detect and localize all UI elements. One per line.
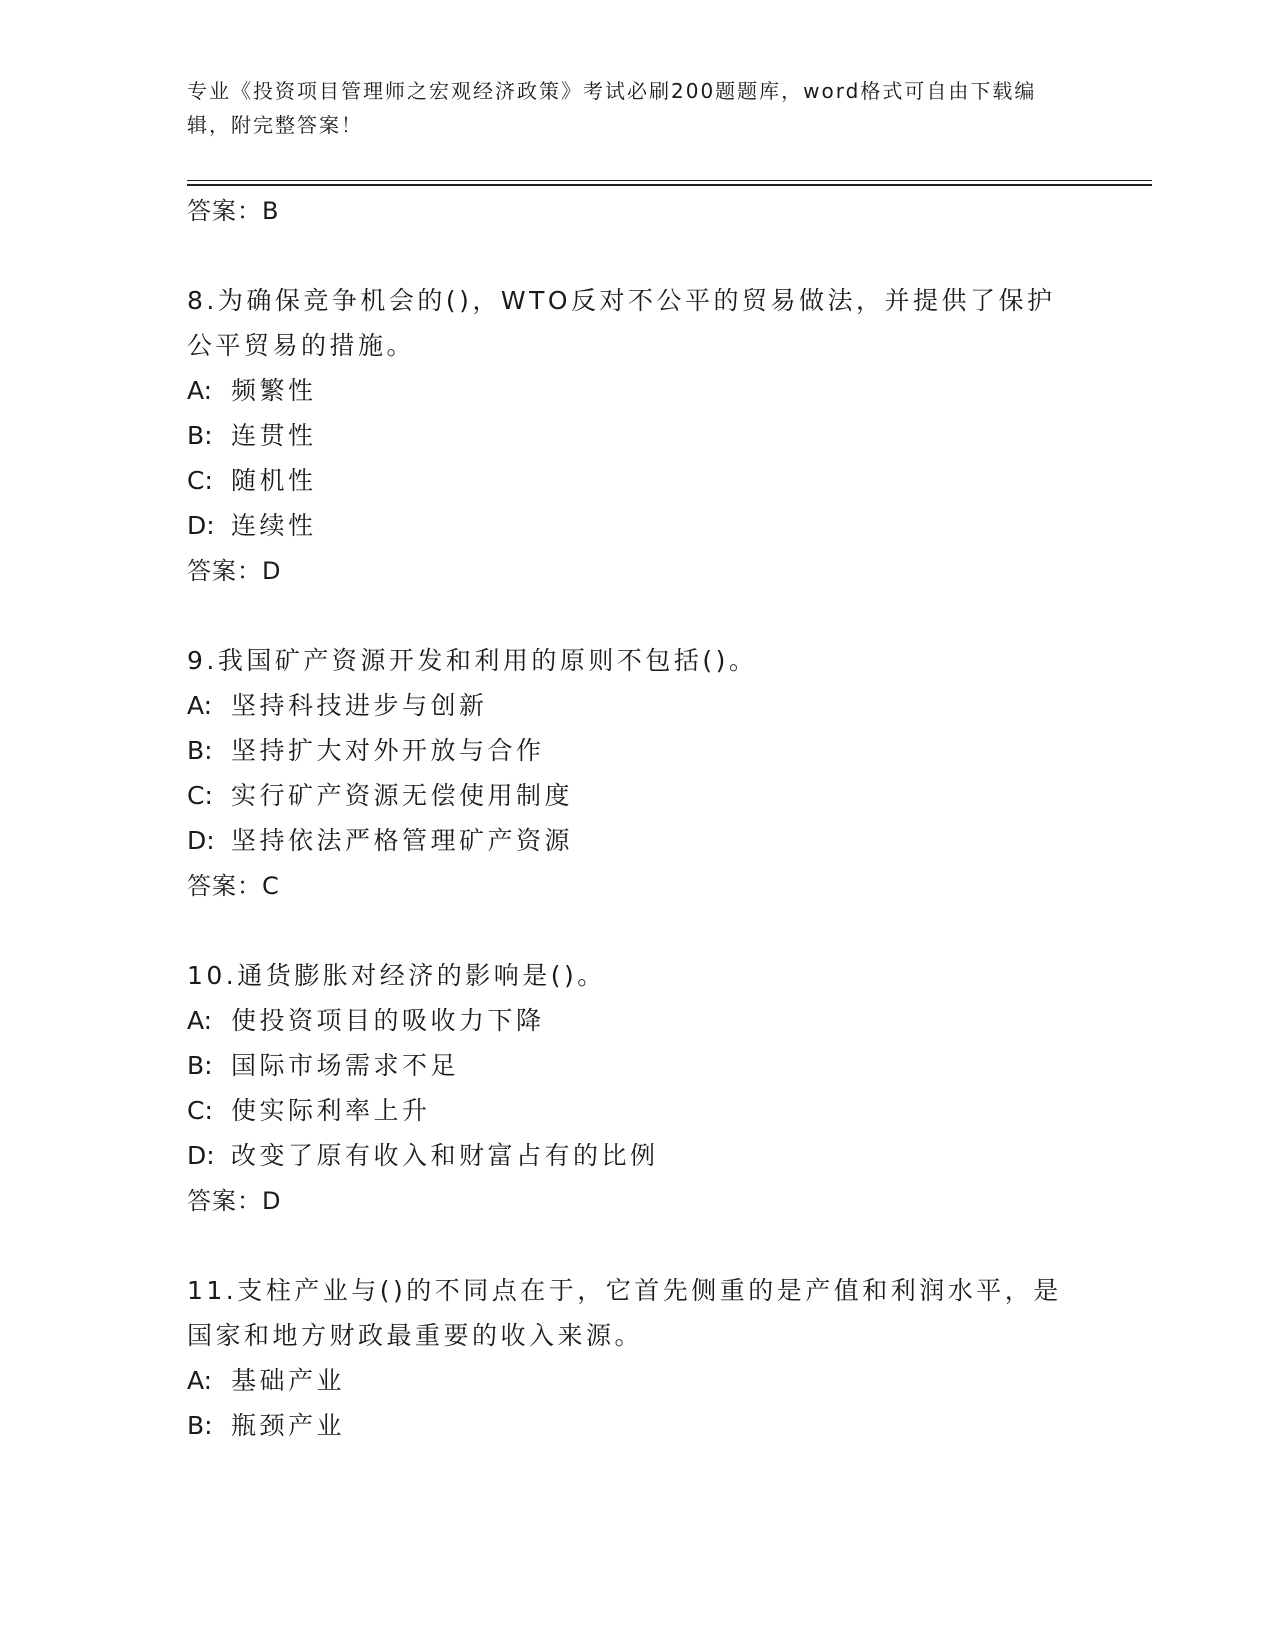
option-text: 坚持依法严格管理矿产资源 [231,826,574,855]
question-block [187,278,1087,594]
option-text: 连续性 [231,511,317,540]
option-letter: C: [187,781,213,810]
option-letter: D: [187,826,215,855]
option-row [187,368,1087,413]
option-row [187,818,1087,863]
option-text: 实行矿产资源无偿使用制度 [231,781,574,810]
option-letter: B: [187,421,213,450]
previous-answer: 答案：B [187,197,280,225]
option-text: 坚持扩大对外开放与合作 [231,736,545,765]
option-letter: C: [187,466,213,495]
header-divider-thin [187,180,1152,181]
option-letter: D: [187,1141,215,1170]
questions-container [187,278,1087,1448]
option-text: 国际市场需求不足 [231,1051,460,1080]
option-row [187,683,1087,728]
option-row [187,1043,1087,1088]
option-letter: A: [187,691,213,720]
option-letter: A: [187,1006,213,1035]
question-stem: 11.支柱产业与()的不同点在于，它首先侧重的是产值和利润水平，是国家和地方财政最重要的收入来源。 [187,1276,1062,1350]
option-text: 连贯性 [231,421,317,450]
option-row [187,503,1087,548]
question-stem: 9.我国矿产资源开发和利用的原则不包括()。 [187,646,758,675]
option-text: 随机性 [231,466,317,495]
option-row [187,1403,1087,1448]
option-letter: B: [187,736,213,765]
option-row [187,1133,1087,1178]
option-letter: A: [187,1366,213,1395]
option-letter: B: [187,1411,213,1440]
option-letter: D: [187,511,215,540]
option-row [187,773,1087,818]
option-text: 使投资项目的吸收力下降 [231,1006,545,1035]
option-row [187,1088,1087,1133]
question-block [187,953,1087,1224]
option-row [187,413,1087,458]
answer-line: 答案：D [187,557,282,585]
header-divider-thick [187,184,1152,186]
option-row [187,1358,1087,1403]
option-letter: A: [187,376,213,405]
option-row [187,728,1087,773]
option-row [187,458,1087,503]
option-text: 基础产业 [231,1366,346,1395]
question-block [187,638,1087,909]
answer-line: 答案：C [187,872,280,900]
option-text: 使实际利率上升 [231,1096,431,1125]
option-text: 坚持科技进步与创新 [231,691,488,720]
page-header: 专业《投资项目管理师之宏观经济政策》考试必刷200题题库，word格式可自由下载编辑，附完整答案！ [187,79,1037,137]
option-letter: C: [187,1096,213,1125]
option-letter: B: [187,1051,213,1080]
question-stem: 8.为确保竞争机会的()，WTO反对不公平的贸易做法，并提供了保护公平贸易的措施。 [187,286,1056,360]
question-block [187,1268,1087,1448]
answer-line: 答案：D [187,1187,282,1215]
option-text: 改变了原有收入和财富占有的比例 [231,1141,659,1170]
option-row [187,998,1087,1043]
option-text: 瓶颈产业 [231,1411,346,1440]
option-text: 频繁性 [231,376,317,405]
question-stem: 10.通货膨胀对经济的影响是()。 [187,961,606,990]
question-list [187,188,1087,1492]
